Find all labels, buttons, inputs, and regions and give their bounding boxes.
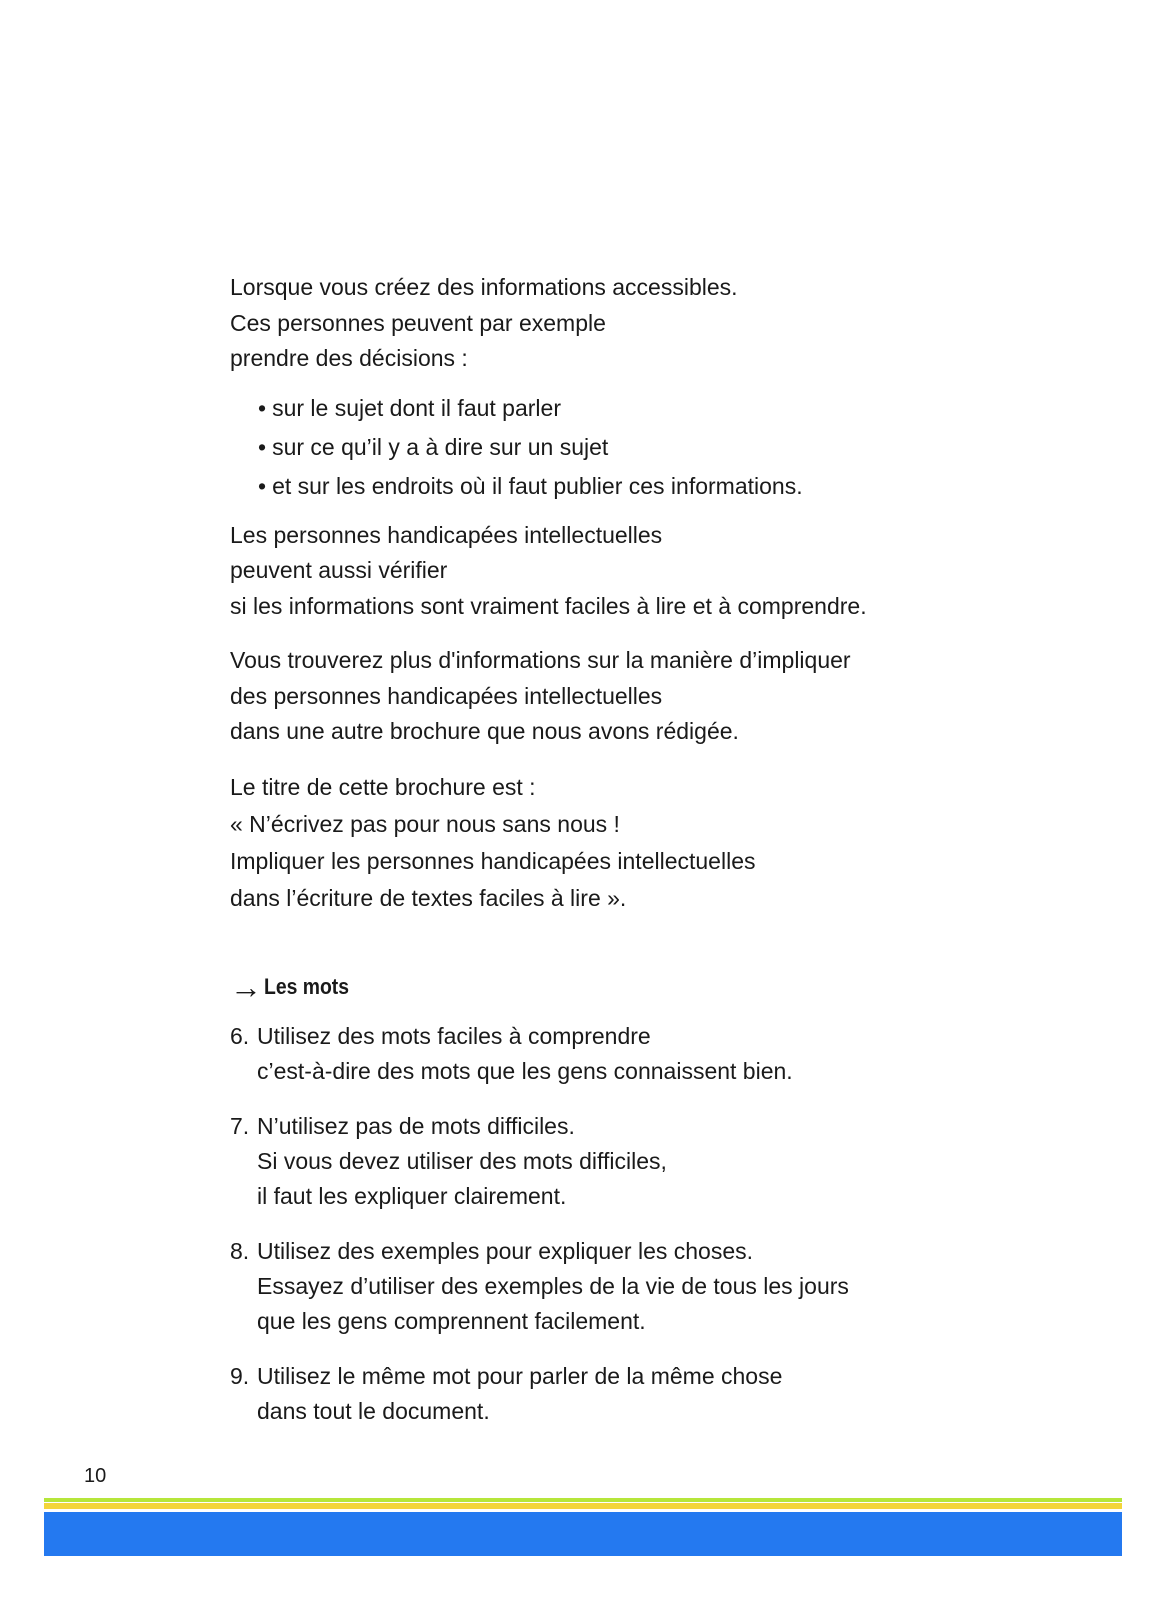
text-line: Impliquer les personnes handicapées intellectuelles bbox=[230, 847, 756, 874]
text-line: prendre des décisions : bbox=[230, 345, 468, 371]
list-item: • sur ce qu’il y a à dire sur un sujet bbox=[258, 428, 1110, 467]
text-line: Le titre de cette brochure est : bbox=[230, 773, 536, 800]
text-line: que les gens comprennent facilement. bbox=[257, 1307, 646, 1334]
list-item: • et sur les endroits où il faut publier ces informations. bbox=[258, 467, 1110, 506]
text-line: Utilisez des mots faciles à comprendre bbox=[257, 1022, 651, 1049]
intro-paragraph bbox=[230, 270, 1110, 377]
text-line: Les personnes handicapées intellectuelles bbox=[230, 521, 663, 548]
text-line: dans tout le document. bbox=[257, 1397, 490, 1424]
page-content bbox=[230, 270, 1110, 1449]
rule-number: 7. bbox=[230, 1112, 250, 1139]
text-line: Utilisez des exemples pour expliquer les choses. bbox=[257, 1237, 754, 1264]
text-line: N’utilisez pas de mots difficiles. bbox=[257, 1112, 575, 1139]
brochure-paragraph bbox=[230, 769, 1110, 917]
rule-item-7 bbox=[230, 1109, 1110, 1214]
verify-paragraph bbox=[230, 518, 1110, 625]
text-line: dans une autre brochure que nous avons rédigée. bbox=[230, 718, 739, 744]
text-line: Utilisez le même mot pour parler de la même chose bbox=[257, 1362, 783, 1389]
text-line: peuvent aussi vérifier bbox=[230, 557, 448, 583]
list-item: • sur le sujet dont il faut parler bbox=[258, 389, 1110, 428]
text-line: Essayez d’utiliser des exemples de la vie de tous les jours bbox=[257, 1272, 849, 1299]
rule-item-8 bbox=[230, 1234, 1110, 1339]
rules-list bbox=[230, 1019, 1110, 1429]
text-line: il faut les expliquer clairement. bbox=[257, 1182, 567, 1209]
section-heading bbox=[230, 969, 1110, 1005]
decision-list bbox=[230, 389, 1110, 506]
text-line: Si vous devez utiliser des mots difficiles, bbox=[257, 1147, 667, 1174]
rule-item-9 bbox=[230, 1359, 1110, 1429]
footer-stripe-green bbox=[44, 1498, 1122, 1502]
text-line: Vous trouverez plus d'informations sur la manière d’impliquer bbox=[230, 647, 851, 673]
section-title: Les mots bbox=[264, 973, 350, 999]
arrow-right-icon: → bbox=[230, 968, 262, 1005]
rule-number: 8. bbox=[230, 1237, 250, 1264]
text-line: « N’écrivez pas pour nous sans nous ! bbox=[230, 810, 620, 837]
page-number: 10 bbox=[84, 1465, 107, 1487]
text-line: Lorsque vous créez des informations accessibles. bbox=[230, 274, 738, 300]
footer-stripe-yellow bbox=[44, 1503, 1122, 1509]
rule-number: 6. bbox=[230, 1022, 250, 1049]
text-line: si les informations sont vraiment faciles à lire et à comprendre. bbox=[230, 592, 867, 619]
text-line: c’est-à-dire des mots que les gens connaissent bien. bbox=[257, 1057, 793, 1084]
footer-stripe-blue bbox=[44, 1512, 1122, 1556]
text-line: des personnes handicapées intellectuelles bbox=[230, 682, 663, 709]
text-line: dans l’écriture de textes faciles à lire ». bbox=[230, 884, 627, 911]
rule-number: 9. bbox=[230, 1362, 250, 1389]
text-line: Ces personnes peuvent par exemple bbox=[230, 309, 606, 336]
rule-item-6 bbox=[230, 1019, 1110, 1089]
more-info-paragraph bbox=[230, 643, 1110, 750]
